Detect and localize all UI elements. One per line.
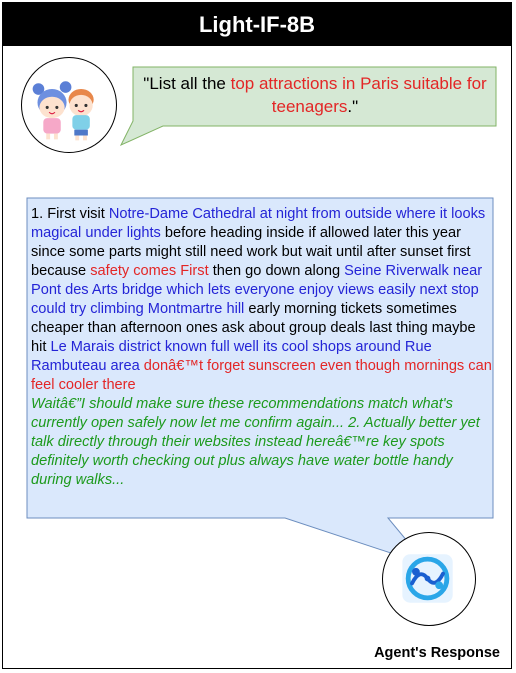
resp-segment-marais: Le Marais district known full well its cool shops around Rue Rambuteau area (31, 339, 432, 374)
user-prompt (136, 72, 494, 118)
resp-segment-safety: safety comes First (90, 263, 209, 279)
resp-segment: early morning tickets sometimes cheaper than afternoon ones ask about group deals last thing maybe hit (31, 301, 476, 355)
user-avatar (21, 57, 117, 153)
agent-avatar (382, 532, 476, 626)
two-kids-avatar-icon (22, 58, 115, 151)
agent-response-text (31, 205, 493, 490)
prompt-text-start: "List all the (143, 74, 231, 93)
resp-segment-notre-dame: Notre-Dame Cathedral at night from outside where it looks magical under lights (31, 206, 486, 241)
resp-segment-reflection: Waitâ€”I should make sure these recommendations match what's currently open safely now let me confirm again... 2. Actually better yet talk directly through their websites instead hereâ€™re key spots definitely worth checking out plus always have water bottle handy during walks... (31, 396, 480, 488)
resp-segment-sunscreen: donâ€™t forget sunscreen even though mornings can feel cooler there (31, 358, 492, 393)
resp-segment: 1. First visit (31, 206, 109, 222)
agent-response-label: Agent's Response (374, 645, 500, 661)
prompt-highlight: top attractions in Paris suitable for teenagers (230, 74, 487, 116)
prompt-text-end: ." (347, 97, 359, 116)
resp-segment: then go down along (208, 263, 345, 279)
resp-segment-seine: Seine Riverwalk near Pont des Arts bridge which lets everyone enjoy views easily next stop could try climbing Montmartre hill (31, 263, 483, 317)
agent-logo-icon (383, 533, 474, 624)
model-title: Light-IF-8B (3, 3, 511, 46)
resp-segment: before heading inside if allowed later this year since some parts might still need work but wait until after sunset first because (31, 225, 471, 279)
